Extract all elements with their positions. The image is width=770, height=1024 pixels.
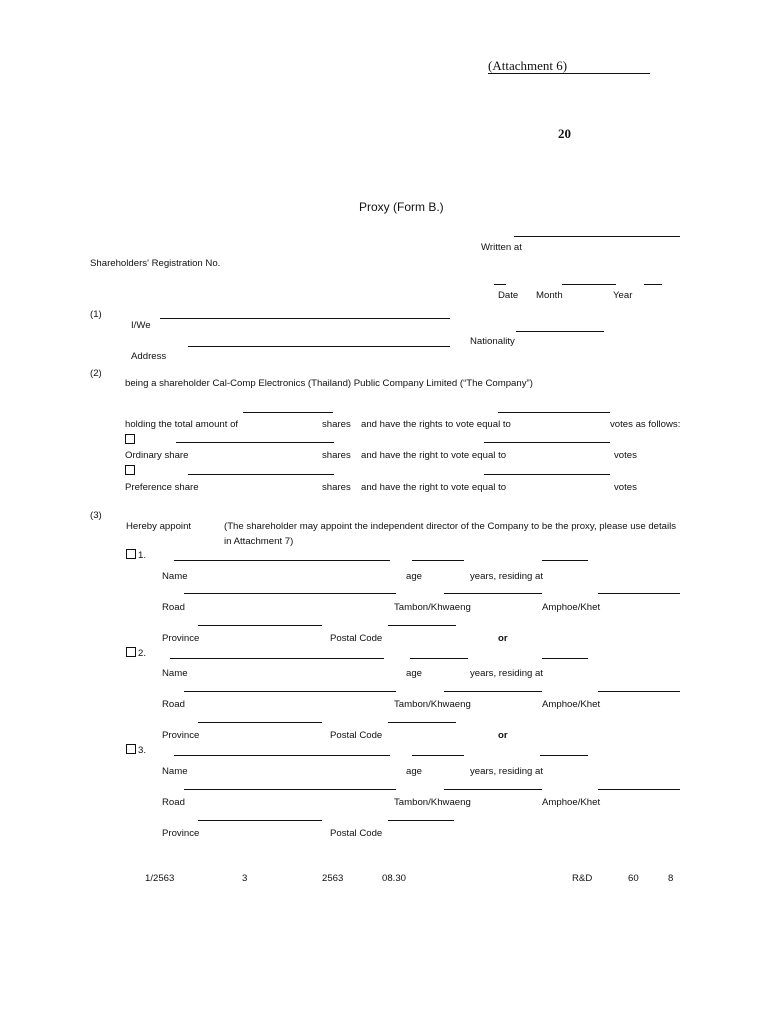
proxy-2-address-field[interactable] [542, 658, 588, 659]
ordinary-shares-field[interactable] [176, 442, 334, 443]
attachment-label-row [488, 58, 567, 74]
date-label-month: Month [536, 290, 563, 301]
proxy-2-or-label: or [498, 730, 508, 741]
proxy-1-checkbox[interactable] [126, 549, 136, 559]
proxy-3-tambon-label: Tambon/Khwaeng [394, 797, 471, 808]
proxy-1-address-field[interactable] [542, 560, 588, 561]
proxy-3-province-field[interactable] [198, 820, 322, 821]
hereby-appoint-label: Hereby appoint [126, 521, 192, 532]
proxy-2-tambon-field[interactable] [444, 691, 542, 692]
date-label-day: Date [498, 290, 519, 301]
date-year-field[interactable] [644, 284, 662, 285]
proxy-1-postal-label: Postal Code [330, 633, 383, 644]
proxy-3-amphoe-field[interactable] [598, 789, 680, 790]
proxy-1-or-label: or [498, 633, 508, 644]
proxy-3-road-label: Road [162, 797, 185, 808]
proxy-3-province-label: Province [162, 828, 200, 839]
total-shares-field[interactable] [243, 412, 333, 413]
address-english: Address [131, 351, 167, 362]
votes-total-label: and have the rights to vote equal to [361, 419, 511, 430]
shareholder-line-english: being a shareholder Cal-Comp Electronics (Thailand) Public Company Limited (“The Company”) [125, 378, 533, 389]
proxy-2-residing-label: years, residing at [470, 668, 544, 679]
meeting-number: 1/2563 [145, 873, 175, 884]
proxy-2-name-field[interactable] [170, 658, 384, 659]
attachment-underline [488, 73, 650, 74]
proxy-1-province-label: Province [162, 633, 200, 644]
registration-english: Shareholders' Registration No. [90, 258, 221, 269]
form-title-english: Proxy (Form B.) [359, 200, 444, 214]
holding-label: holding the total amount of [125, 419, 239, 430]
section2-number: (2) [90, 368, 102, 379]
total-votes-field[interactable] [498, 412, 610, 413]
appoint-note-english-2: in Attachment 7) [224, 536, 294, 547]
proxy-1-road-field[interactable] [184, 593, 396, 594]
proxy-1-name-label: Name [162, 571, 188, 582]
nationality-english: Nationality [470, 336, 515, 347]
date-label-year: Year [613, 290, 633, 301]
preference-share-label: Preference share [125, 482, 199, 493]
appoint-note-english-1: (The shareholder may appoint the independent director of the Company to be the proxy, please use details [224, 521, 677, 532]
proxy-1-postal-field[interactable] [388, 625, 456, 626]
section3-number: (3) [90, 510, 102, 521]
preference-votes-field[interactable] [484, 474, 610, 475]
proxy-3-address-field[interactable] [540, 755, 588, 756]
proxy-2-age-label: age [406, 668, 423, 679]
stamp-duty-label [558, 126, 571, 142]
proxy-1-tambon-label: Tambon/Khwaeng [394, 602, 471, 613]
proxy-2-amphoe-field[interactable] [598, 691, 680, 692]
proxy-1-amphoe-label: Amphoe/Khet [542, 602, 601, 613]
proxy-3-age-label: age [406, 766, 423, 777]
proxy-2-road-label: Road [162, 699, 185, 710]
proxy-2-province-label: Province [162, 730, 200, 741]
proxy-3-tambon-field[interactable] [444, 789, 542, 790]
proxy-1-province-field[interactable] [198, 625, 322, 626]
building-name: R&D [572, 873, 593, 884]
proxy-1-name-field[interactable] [174, 560, 390, 561]
proxy-3-name-label: Name [162, 766, 188, 777]
proxy-3-checkbox[interactable] [126, 744, 136, 754]
date-day-field[interactable] [494, 284, 506, 285]
proxy-2-number: 2. [138, 648, 147, 659]
meeting-day: 3 [242, 873, 248, 884]
ordinary-votes-label: votes [614, 450, 637, 461]
preference-vote-right-label: and have the right to vote equal to [361, 482, 507, 493]
proxy-1-age-label: age [406, 571, 423, 582]
proxy-2-name-label: Name [162, 668, 188, 679]
meeting-time: 08.30 [382, 873, 407, 884]
written-at-english: Written at [481, 242, 522, 253]
proxy-2-province-field[interactable] [198, 722, 322, 723]
ordinary-share-checkbox[interactable] [125, 434, 135, 444]
date-month-field[interactable] [562, 284, 616, 285]
proxy-2-amphoe-label: Amphoe/Khet [542, 699, 601, 710]
section1-number: (1) [90, 309, 102, 320]
proxy-2-postal-field[interactable] [388, 722, 456, 723]
proxy-2-road-field[interactable] [184, 691, 396, 692]
proxy-1-road-label: Road [162, 602, 185, 613]
proxy-3-road-field[interactable] [184, 789, 396, 790]
village-number: 8 [668, 873, 674, 884]
proxy-2-checkbox[interactable] [126, 647, 136, 657]
proxy-3-postal-field[interactable] [388, 820, 454, 821]
proxy-1-residing-label: years, residing at [470, 571, 544, 582]
name-field[interactable] [160, 318, 450, 319]
proxy-1-amphoe-field[interactable] [598, 593, 680, 594]
proxy-3-number: 3. [138, 745, 147, 756]
preference-share-checkbox[interactable] [125, 465, 135, 475]
stamp-duty-amount: 20 [558, 126, 571, 141]
ordinary-share-label: Ordinary share [125, 450, 189, 461]
proxy-3-age-field[interactable] [412, 755, 464, 756]
preference-shares-field[interactable] [188, 474, 334, 475]
proxy-3-residing-label: years, residing at [470, 766, 544, 777]
preference-shares-label: shares [322, 482, 351, 493]
preference-votes-label: votes [614, 482, 637, 493]
iwe-label: I/We [131, 320, 151, 331]
address-field[interactable] [188, 346, 450, 347]
written-at-field[interactable] [514, 236, 680, 237]
ordinary-votes-field[interactable] [484, 442, 610, 443]
proxy-3-postal-label: Postal Code [330, 828, 383, 839]
proxy-3-name-field[interactable] [174, 755, 390, 756]
votes-as-follows-label: votes as follows: [610, 419, 681, 430]
proxy-3-amphoe-label: Amphoe/Khet [542, 797, 601, 808]
meeting-year: 2563 [322, 873, 344, 884]
attachment-label: (Attachment 6) [488, 58, 568, 73]
ordinary-vote-right-label: and have the right to vote equal to [361, 450, 507, 461]
proxy-2-tambon-label: Tambon/Khwaeng [394, 699, 471, 710]
proxy-2-age-field[interactable] [410, 658, 468, 659]
address-number: 60 [628, 873, 639, 884]
proxy-1-age-field[interactable] [412, 560, 464, 561]
ordinary-shares-label: shares [322, 450, 351, 461]
proxy-1-number: 1. [138, 550, 147, 561]
nationality-field[interactable] [516, 331, 604, 332]
shares-total-label: shares [322, 419, 351, 430]
proxy-1-tambon-field[interactable] [444, 593, 542, 594]
proxy-2-postal-label: Postal Code [330, 730, 383, 741]
